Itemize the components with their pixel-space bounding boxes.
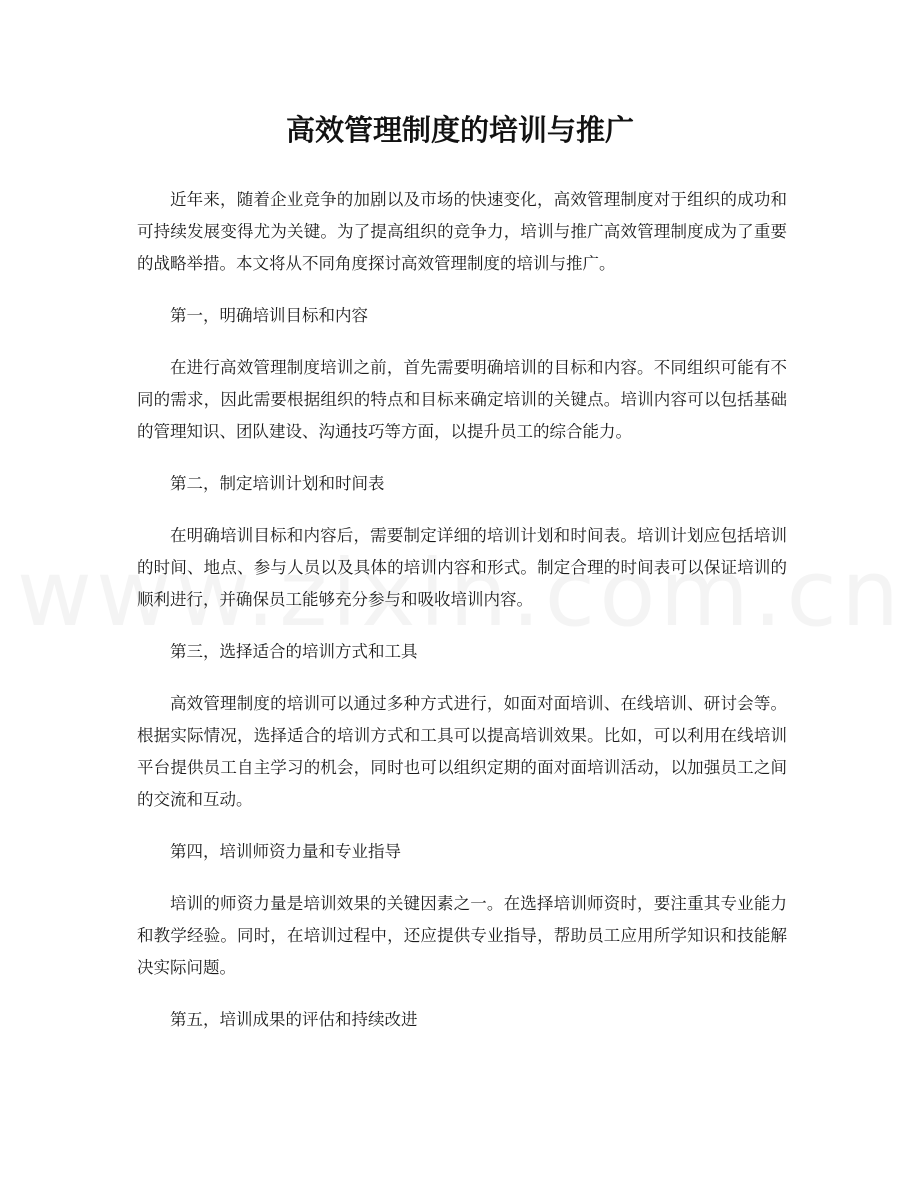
paragraph-2: 在明确培训目标和内容后，需要制定详细的培训计划和时间表。培训计划应包括培训的时间、地点、参与人员以及具体的培训内容和形式。制定合理的时间表可以保证培训的顺利进行，并确保员工能够充分参与和吸收培训内容。: [137, 526, 787, 609]
section-heading-5: 第五，培训成果的评估和持续改进: [170, 1010, 418, 1029]
paragraph-4: 培训的师资力量是培训效果的关键因素之一。在选择培训师资时，要注重其专业能力和教学经验。同时，在培训过程中，还应提供专业指导，帮助员工应用所学知识和技能解决实际问题。: [137, 894, 787, 977]
section-heading-2: 第二，制定培训计划和时间表: [170, 474, 385, 493]
paragraph-3: 高效管理制度的培训可以通过多种方式进行，如面对面培训、在线培训、研讨会等。根据实际情况，选择适合的培训方式和工具可以提高培训效果。比如，可以利用在线培训平台提供员工自主学习的机会，同时也可以组织定期的面对面培训活动，以加强员工之间的交流和互动。: [137, 694, 787, 809]
paragraph-1: 在进行高效管理制度培训之前，首先需要明确培训的目标和内容。不同组织可能有不同的需求，因此需要根据组织的特点和目标来确定培训的关键点。培训内容可以包括基础的管理知识、团队建设、沟通技巧等方面，以提升员工的综合能力。: [137, 358, 787, 441]
section-heading-1: 第一，明确培训目标和内容: [170, 306, 368, 325]
paragraph-intro: 近年来，随着企业竞争的加剧以及市场的快速变化，高效管理制度对于组织的成功和可持续发展变得尤为关键。为了提高组织的竞争力，培训与推广高效管理制度成为了重要的战略举措。本文将从不同角度探讨高效管理制度的培训与推广。: [137, 190, 787, 273]
section-heading-4: 第四，培训师资力量和专业指导: [170, 842, 401, 861]
document-body: [137, 184, 787, 1056]
page-title: 高效管理制度的培训与推广: [285, 113, 634, 147]
section-heading-3: 第三，选择适合的培训方式和工具: [170, 642, 418, 661]
